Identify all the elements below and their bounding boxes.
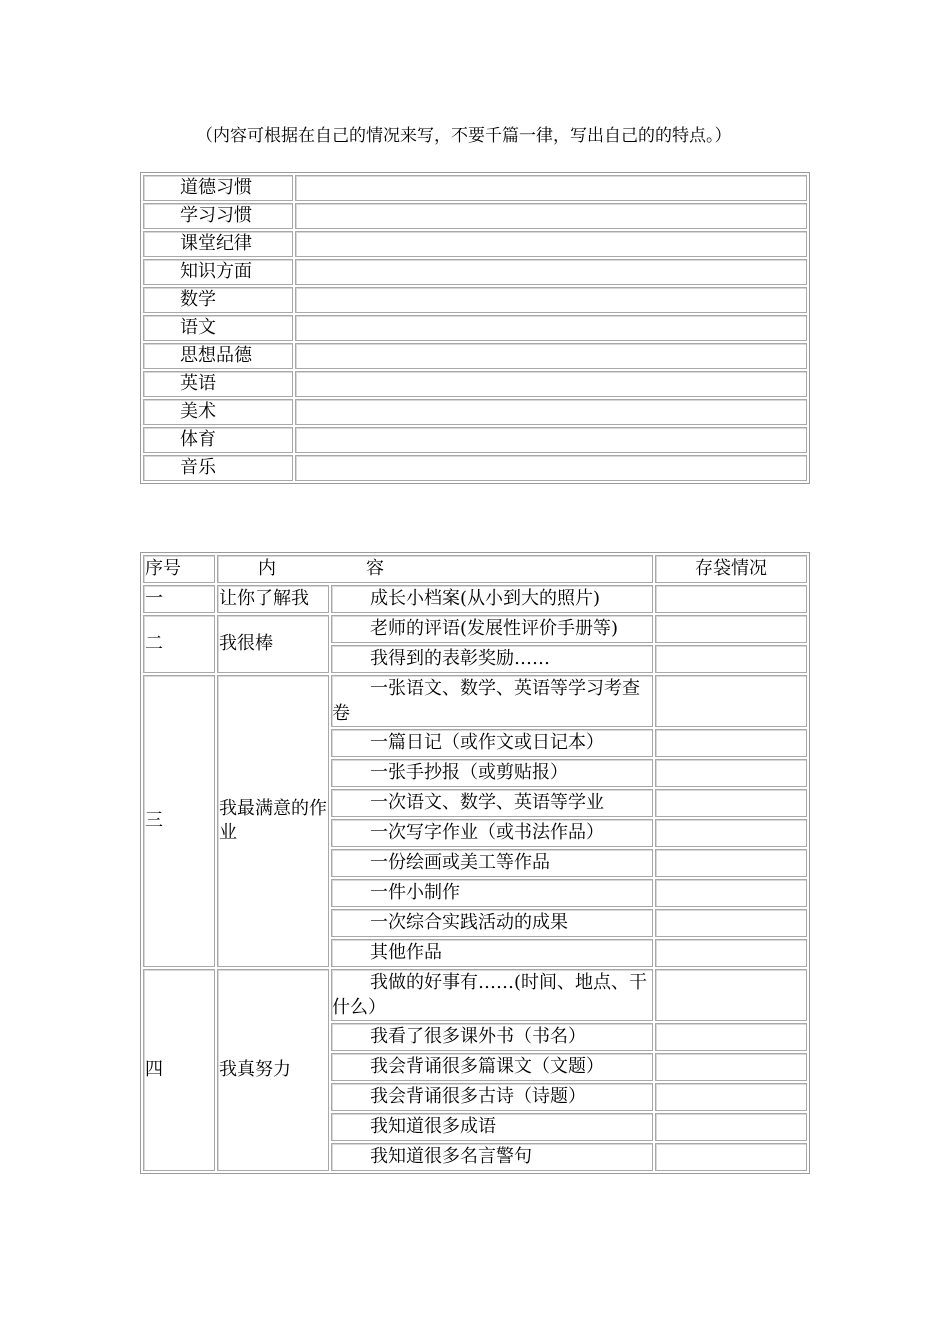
group-category: 我真努力: [217, 969, 329, 1171]
item-text: 我看了很多课外书（书名）: [331, 1023, 653, 1051]
item-text: 我做的好事有……(时间、地点、干什么）: [331, 969, 653, 1021]
status-cell: [655, 879, 807, 907]
group-number: 四: [143, 969, 215, 1171]
blank-cell: [295, 315, 807, 341]
group-number: 二: [143, 615, 215, 673]
status-cell: [655, 585, 807, 613]
table-row: [143, 427, 807, 453]
status-cell: [655, 1053, 807, 1081]
table-row: [143, 231, 807, 257]
item-text: 一篇日记（或作文或日记本）: [331, 729, 653, 757]
table-row: [143, 287, 807, 313]
table-row: [143, 315, 807, 341]
blank-cell: [295, 203, 807, 229]
row-label: 知识方面: [143, 259, 293, 285]
table-row: [143, 175, 807, 201]
item-text: 成长小档案(从小到大的照片): [331, 585, 653, 613]
status-cell: [655, 1023, 807, 1051]
status-cell: [655, 819, 807, 847]
row-label: 思想品德: [143, 343, 293, 369]
group-category: 我最满意的作业: [217, 675, 329, 967]
row-label: 课堂纪律: [143, 231, 293, 257]
item-text: 我得到的表彰奖励……: [331, 645, 653, 673]
status-cell: [655, 615, 807, 643]
table-row: [143, 371, 807, 397]
status-cell: [655, 1083, 807, 1111]
group-number: 三: [143, 675, 215, 967]
group-category: 我很棒: [217, 615, 329, 673]
blank-cell: [295, 343, 807, 369]
status-cell: [655, 645, 807, 673]
item-text: 一次语文、数学、英语等学业: [331, 789, 653, 817]
table-row: [143, 203, 807, 229]
status-cell: [655, 789, 807, 817]
table-row: [143, 259, 807, 285]
blank-cell: [295, 287, 807, 313]
status-cell: [655, 1113, 807, 1141]
row-label: 语文: [143, 315, 293, 341]
status-cell: [655, 1143, 807, 1171]
blank-cell: [295, 427, 807, 453]
row-label: 数学: [143, 287, 293, 313]
group-category: 让你了解我: [217, 585, 329, 613]
blank-cell: [295, 231, 807, 257]
status-cell: [655, 729, 807, 757]
header-row: [143, 555, 807, 583]
instruction-note: （内容可根据在自己的情况来写，不要千篇一律，写出自己的的特点。）: [196, 126, 732, 146]
item-text: 一份绘画或美工等作品: [331, 849, 653, 877]
row-label: 学习习惯: [143, 203, 293, 229]
status-cell: [655, 909, 807, 937]
item-text: 一张语文、数学、英语等学习考查卷: [331, 675, 653, 727]
group-number: 一: [143, 585, 215, 613]
row-label: 美术: [143, 399, 293, 425]
table-row: [143, 343, 807, 369]
status-cell: [655, 939, 807, 967]
row-label: 道德习惯: [143, 175, 293, 201]
row-label: 音乐: [143, 455, 293, 481]
archive-checklist-table: [140, 552, 810, 1174]
table-row: [143, 585, 807, 613]
item-text: 我知道很多名言警句: [331, 1143, 653, 1171]
status-cell: [655, 969, 807, 1021]
table-row: [143, 969, 807, 1021]
item-text: 一件小制作: [331, 879, 653, 907]
row-label: 体育: [143, 427, 293, 453]
item-text: 其他作品: [331, 939, 653, 967]
table-row: [143, 615, 807, 643]
status-cell: [655, 849, 807, 877]
row-label: 英语: [143, 371, 293, 397]
blank-cell: [295, 399, 807, 425]
status-cell: [655, 759, 807, 787]
blank-cell: [295, 259, 807, 285]
item-text: 一张手抄报（或剪贴报）: [331, 759, 653, 787]
header-status: 存袋情况: [655, 555, 807, 583]
item-text: 我会背诵很多篇课文（文题）: [331, 1053, 653, 1081]
table-row: [143, 399, 807, 425]
table-row: [143, 455, 807, 481]
table-row: [143, 675, 807, 727]
item-text: 老师的评语(发展性评价手册等): [331, 615, 653, 643]
blank-cell: [295, 455, 807, 481]
header-no: 序号: [143, 555, 215, 583]
header-content: 内 容: [217, 555, 653, 583]
blank-cell: [295, 175, 807, 201]
status-cell: [655, 675, 807, 727]
item-text: 我知道很多成语: [331, 1113, 653, 1141]
blank-cell: [295, 371, 807, 397]
item-text: 我会背诵很多古诗（诗题）: [331, 1083, 653, 1111]
item-text: 一次写字作业（或书法作品）: [331, 819, 653, 847]
evaluation-table: [140, 172, 810, 484]
item-text: 一次综合实践活动的成果: [331, 909, 653, 937]
